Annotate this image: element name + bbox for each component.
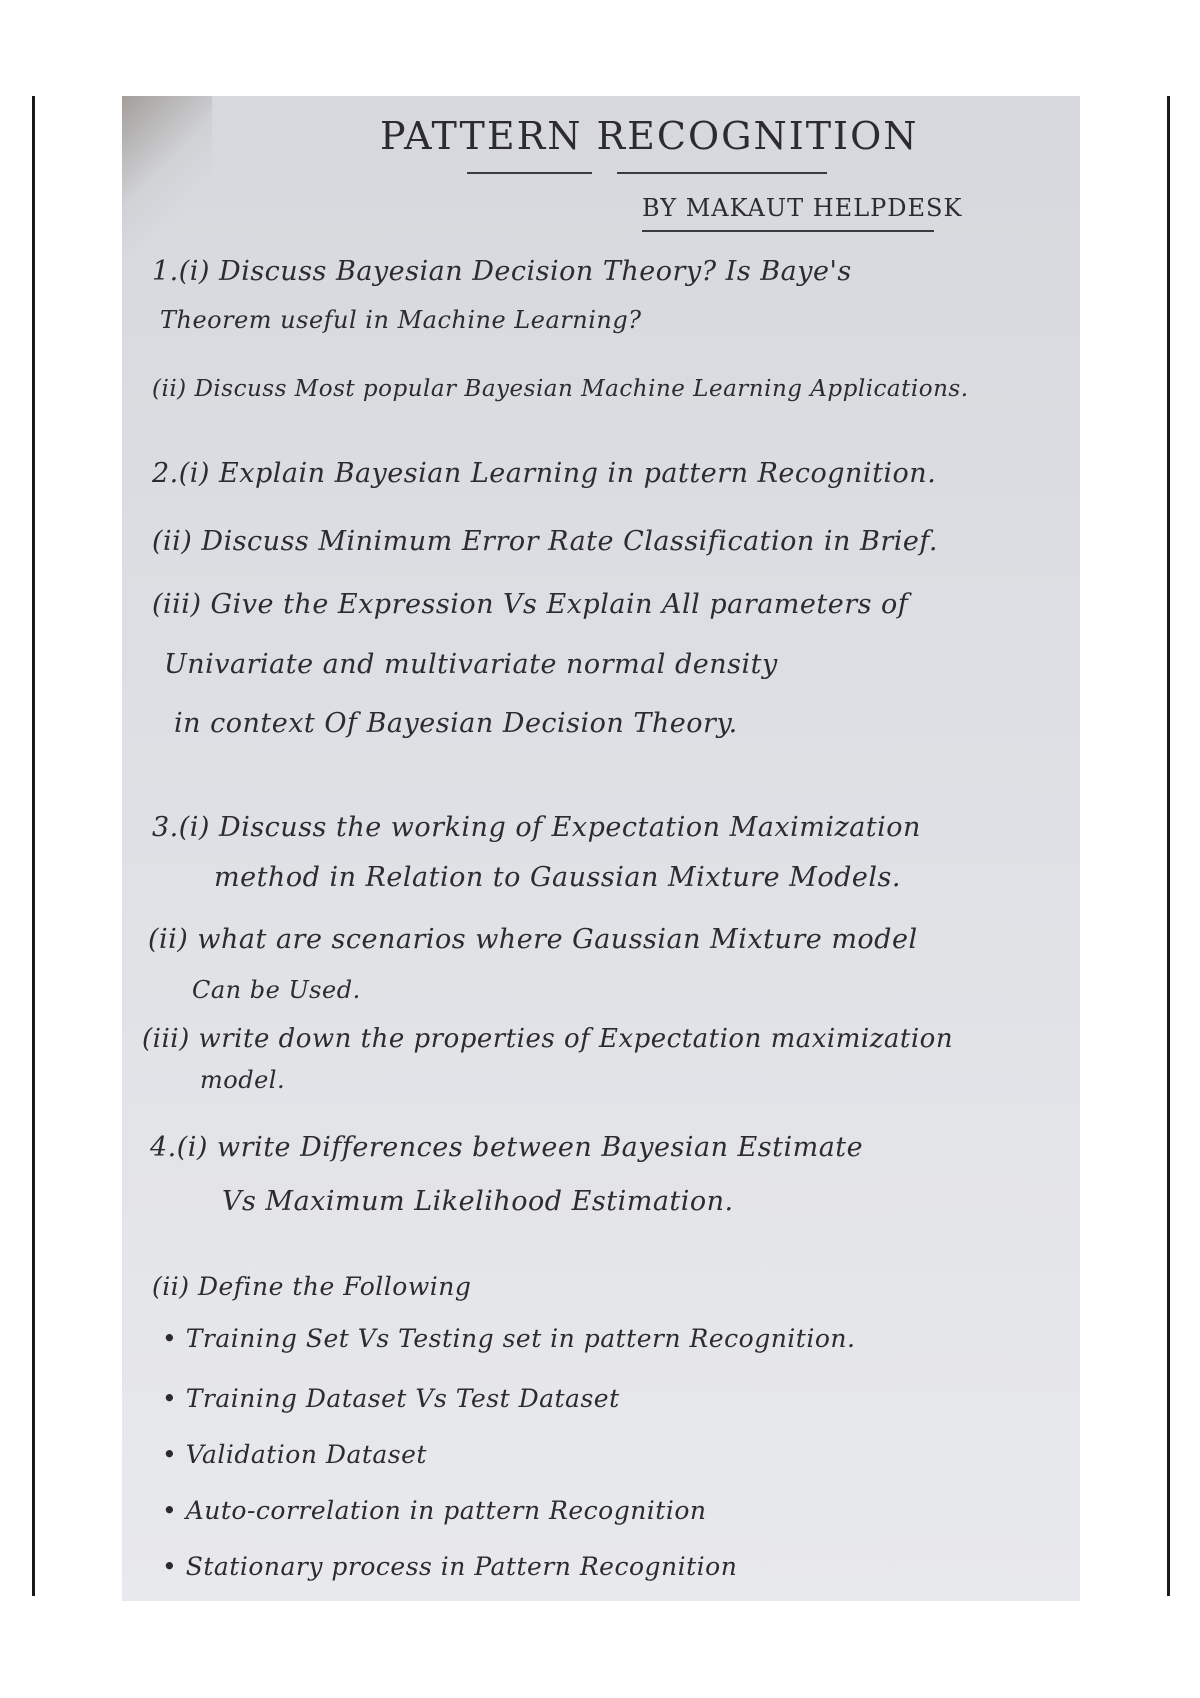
page-corner-shadow (122, 96, 212, 256)
question-line: (iii) write down the properties of Expectation maximization (142, 1024, 954, 1054)
question-line: (ii) Define the Following (152, 1272, 472, 1301)
title-underline (617, 172, 827, 174)
notebook-page-photo (122, 96, 1080, 1601)
question-line: 1.(i) Discuss Bayesian Decision Theory? Is Baye's (152, 256, 852, 287)
question-line: (iii) Give the Expression Vs Explain All parameters of (152, 589, 909, 620)
question-line: 4.(i) write Differences between Bayesian Estimate (150, 1132, 864, 1163)
list-item: • Stationary process in Pattern Recognition (162, 1552, 738, 1581)
question-line: method in Relation to Gaussian Mixture Models. (214, 862, 901, 893)
list-item: • Auto-correlation in pattern Recognition (162, 1496, 707, 1525)
page-title: PATTERN RECOGNITION (380, 114, 919, 158)
question-line: Theorem useful in Machine Learning? (160, 306, 642, 334)
question-line: (ii) what are scenarios where Gaussian Mixture model (148, 924, 918, 955)
question-line: Vs Maximum Likelihood Estimation. (222, 1186, 734, 1217)
question-line: (ii) Discuss Minimum Error Rate Classification in Brief. (152, 526, 938, 557)
title-underline (467, 172, 592, 174)
list-item: • Validation Dataset (162, 1440, 427, 1469)
question-line: in context Of Bayesian Decision Theory. (174, 708, 738, 739)
question-line: Univariate and multivariate normal density (164, 649, 778, 680)
byline-underline (642, 230, 934, 232)
left-border-line (32, 96, 35, 1596)
question-line: Can be Used. (192, 976, 361, 1004)
right-border-line (1167, 96, 1170, 1596)
list-item: • Training Set Vs Testing set in pattern Recognition. (162, 1324, 856, 1353)
question-line: 3.(i) Discuss the working of Expectation Maximization (152, 812, 921, 843)
byline: BY MAKAUT HELPDESK (642, 194, 963, 222)
question-line: (ii) Discuss Most popular Bayesian Machine Learning Applications. (152, 376, 969, 402)
question-line: 2.(i) Explain Bayesian Learning in pattern Recognition. (152, 458, 937, 489)
list-item: • Training Dataset Vs Test Dataset (162, 1384, 620, 1413)
question-line: model. (200, 1066, 286, 1094)
